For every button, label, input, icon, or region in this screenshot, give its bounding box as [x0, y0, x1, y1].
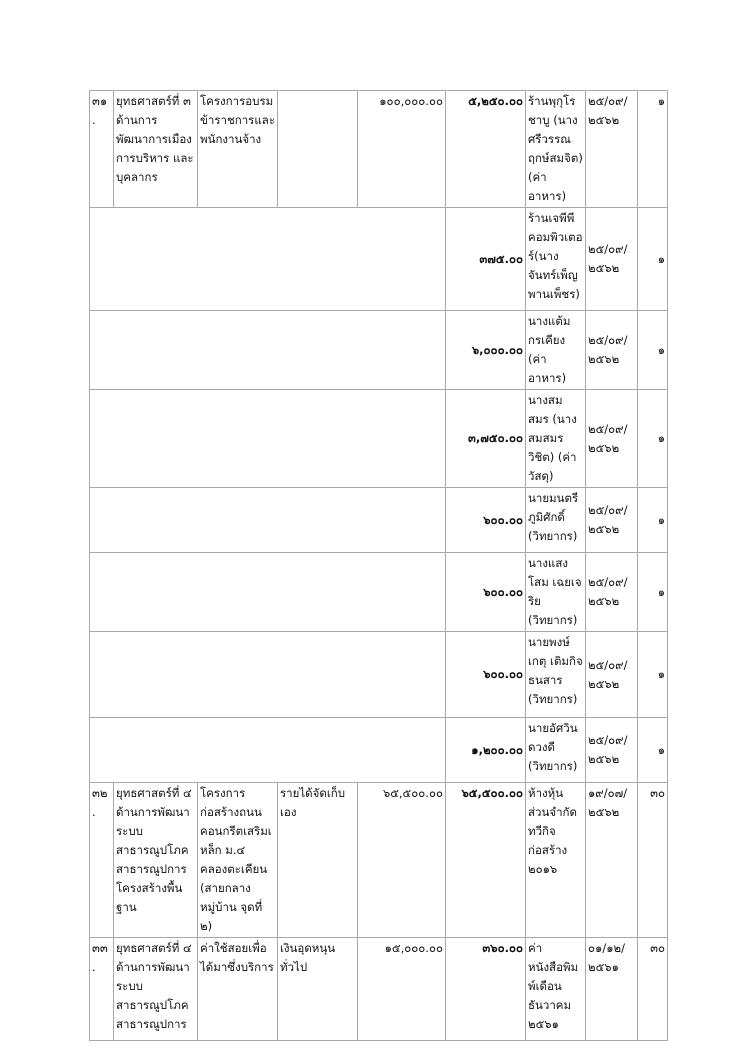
budget-cell: ๑๐๐,๐๐๐.๐๐ [358, 91, 446, 208]
qty-cell: ๑ [638, 488, 668, 553]
amount-cell: ๖๐๐.๐๐ [446, 553, 526, 632]
vendor-cell: นางสมสมร (นางสมสมร วิชิต) (ค่าวัสดุ) [526, 390, 586, 488]
fund-source-cell: รายได้จัดเก็บเอง [278, 783, 358, 938]
empty-merged-cell [90, 208, 446, 311]
fund-source-cell [278, 91, 358, 208]
amount-cell: ๑,๒๐๐.๐๐ [446, 718, 526, 783]
empty-merged-cell [90, 488, 446, 553]
empty-merged-cell [90, 311, 446, 390]
amount-cell: ๖๕,๕๐๐.๐๐ [446, 783, 526, 938]
empty-merged-cell [90, 390, 446, 488]
qty-cell: ๑ [638, 311, 668, 390]
date-cell: ๒๕/๐๙/ ๒๕๖๒ [586, 718, 638, 783]
date-cell: ๐๑/๑๒/ ๒๕๖๑ [586, 938, 638, 1041]
vendor-cell: ร้านพุกุโรชาบู (นางศรีวรรณ ฤกษ์สมจิต) (ค่าอาหาร) [526, 91, 586, 208]
amount-cell: ๓,๗๕๐.๐๐ [446, 390, 526, 488]
project-cell: ค่าใช้สอยเพื่อได้มาซึ่งบริการ [198, 938, 278, 1041]
date-cell: ๒๕/๐๙/ ๒๕๖๒ [586, 208, 638, 311]
procurement-table [89, 90, 668, 1041]
qty-cell: ๓๐ [638, 938, 668, 1041]
date-cell: ๒๕/๐๙/ ๒๕๖๒ [586, 488, 638, 553]
budget-cell: ๑๕,๐๐๐.๐๐ [358, 938, 446, 1041]
row-number: ๓๒ . [90, 783, 114, 938]
empty-merged-cell [90, 553, 446, 632]
date-cell: ๒๕/๐๙/ ๒๕๖๒ [586, 390, 638, 488]
fund-source-cell: เงินอุดหนุนทั่วไป [278, 938, 358, 1041]
table-row [90, 488, 668, 553]
table-row [90, 632, 668, 718]
amount-cell: ๖๐๐.๐๐ [446, 488, 526, 553]
qty-cell: ๑ [638, 208, 668, 311]
table-row [90, 390, 668, 488]
strategy-cell: ยุทธศาสตร์ที่ ๓ ด้านการพัฒนาการเมือง การบริหาร และบุคลากร [114, 91, 198, 208]
vendor-cell: ร้านเจพีพีคอมพิวเตอร์(นางจันทร์เพ็ญ พานเพ็ชร) [526, 208, 586, 311]
amount-cell: ๖๐๐.๐๐ [446, 632, 526, 718]
table-row [90, 783, 668, 938]
date-cell: ๒๕/๐๙/ ๒๕๖๒ [586, 632, 638, 718]
table-row [90, 208, 668, 311]
project-cell: โครงการก่อสร้างถนนคอนกรีตเสริมเหล็ก ม.๔ คลองตะเคียน (สายกลางหมู่บ้าน จุดที่ ๒) [198, 783, 278, 938]
date-cell: ๒๕/๐๙/ ๒๕๖๒ [586, 91, 638, 208]
table-row [90, 311, 668, 390]
date-cell: ๒๕/๐๙/ ๒๕๖๒ [586, 553, 638, 632]
row-number: ๓๓ . [90, 938, 114, 1041]
vendor-cell: นางแต้ม กรเคียง (ค่าอาหาร) [526, 311, 586, 390]
qty-cell: ๑ [638, 91, 668, 208]
project-cell: โครงการอบรมข้าราชการและพนักงานจ้าง [198, 91, 278, 208]
amount-cell: ๖,๐๐๐.๐๐ [446, 311, 526, 390]
amount-cell: ๓๖๐.๐๐ [446, 938, 526, 1041]
vendor-cell: ค่าหนังสือพิมพ์เดือนธันวาคม ๒๕๖๑ [526, 938, 586, 1041]
qty-cell: ๑ [638, 390, 668, 488]
table-row [90, 91, 668, 208]
date-cell: ๒๕/๐๙/ ๒๕๖๒ [586, 311, 638, 390]
table-row [90, 718, 668, 783]
strategy-cell: ยุทธศาสตร์ที่ ๔ ด้านการพัฒนาระบบ สาธารณูปโภค สาธารณูปการ โครงสร้างพื้นฐาน [114, 783, 198, 938]
table-row [90, 553, 668, 632]
date-cell: ๑๙/๐๗/ ๒๕๖๒ [586, 783, 638, 938]
budget-cell: ๖๕,๕๐๐.๐๐ [358, 783, 446, 938]
qty-cell: ๑ [638, 553, 668, 632]
vendor-cell: ห้างหุ้นส่วนจำกัด ทวีกิจก่อสร้าง ๒๐๑๖ [526, 783, 586, 938]
amount-cell: ๕,๒๕๐.๐๐ [446, 91, 526, 208]
qty-cell: ๑ [638, 718, 668, 783]
vendor-cell: นายอัศวิน ดวงดี (วิทยากร) [526, 718, 586, 783]
qty-cell: ๓๐ [638, 783, 668, 938]
table-row [90, 938, 668, 1041]
vendor-cell: นายมนตรี ภูมิศักดิ์ (วิทยากร) [526, 488, 586, 553]
amount-cell: ๓๗๕.๐๐ [446, 208, 526, 311]
strategy-cell: ยุทธศาสตร์ที่ ๔ ด้านการพัฒนาระบบ สาธารณูปโภค สาธารณูปการ [114, 938, 198, 1041]
empty-merged-cell [90, 632, 446, 718]
row-number: ๓๑ . [90, 91, 114, 208]
vendor-cell: นางแสงโสม เฉยเจริย (วิทยากร) [526, 553, 586, 632]
vendor-cell: นายพงษ์เกตุ เติมกิจธนสาร (วิทยากร) [526, 632, 586, 718]
qty-cell: ๑ [638, 632, 668, 718]
empty-merged-cell [90, 718, 446, 783]
